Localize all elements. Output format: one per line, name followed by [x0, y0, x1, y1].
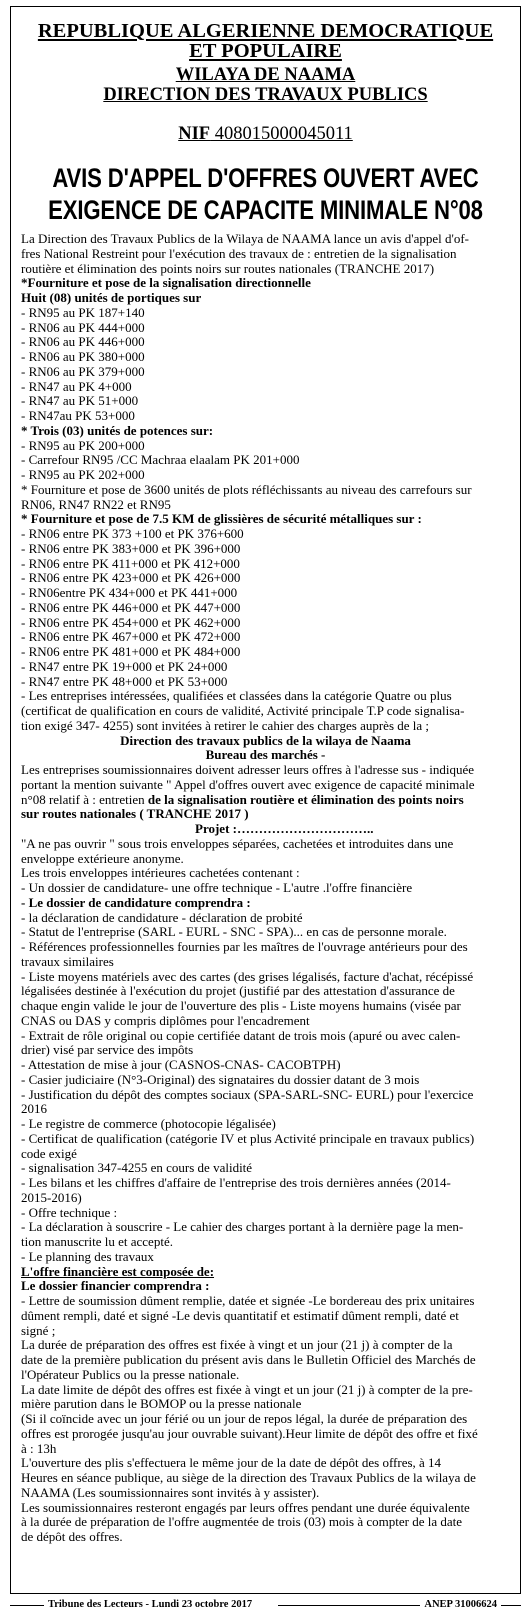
candidature-line: - Offre technique : [21, 1204, 118, 1220]
page-footer [10, 1599, 521, 1613]
list-item: - RN06 au PK 444+000 [21, 319, 145, 335]
financial-line: de dépôt des offres. [21, 1529, 123, 1544]
notice-frame [10, 6, 521, 1594]
financial-line: offres est prorogée jusqu'au jour ouvrable suivant).Heur limite de dépôt des offre et fixé [21, 1425, 478, 1441]
submission-line: - Un dossier de candidature- une offre technique - L'autre .l'offre financière [21, 880, 413, 895]
financial-line: date de la première publication du présent avis dans le Bulletin Officiel des Marchés de [21, 1352, 476, 1367]
candidature-line: - La déclaration à souscrire - Le cahier des charges portant à la dernière page la men- [21, 1219, 464, 1235]
financial-line: (Si il coïncide avec un jour férié ou un jour de repos légal, la durée de préparation des [21, 1411, 468, 1426]
list-item: - RN47 au PK 51+000 [21, 393, 139, 409]
republic-heading-line2: ET POPULAIRE [189, 40, 342, 62]
financial-subheading: Le dossier financier comprendra : [21, 1278, 210, 1294]
list-item: - RN95 au PK 187+140 [21, 304, 145, 320]
financial-line: signé ; [21, 1322, 56, 1338]
candidature-line: - Certificat de qualification (catégorie IV et plus Activité principale en travaux publics) [21, 1130, 475, 1146]
section-heading: *Fourniture et pose de la signalisation directionnelle [21, 275, 311, 291]
list-item: - RN47 entre PK 19+000 et PK 24+000 [21, 658, 228, 674]
candidature-line: - Le planning des travaux [21, 1248, 154, 1264]
candidature-line: tion manuscrite lu et accepté. [21, 1234, 173, 1249]
list-item: - RN06 entre PK 454+000 et PK 462+000 [21, 614, 241, 630]
notice-body [21, 232, 510, 1545]
financial-line: NAAMA (Les soumissionnaires sont invités à y assister). [21, 1484, 320, 1500]
financial-line: Heures en séance publique, au siège de la direction des Travaux Publics de la wilaya de [21, 1470, 476, 1485]
financial-line: L'ouverture des plis s'effectuera le même jour de la date de dépôt des offres, à 14 [21, 1455, 442, 1471]
financial-line: La date limite de dépôt des offres est fixée à vingt et un jour (21 j) à compter de la pre- [21, 1381, 473, 1397]
candidature-line: code exigé [21, 1145, 77, 1161]
eligibility-line: (certificat de qualification en cours de validité, Activité principale T.P code signalisa- [21, 703, 465, 718]
section-heading: * Trois (03) unités de potences sur: [21, 422, 214, 438]
submission-line: Les entreprises soumissionnaires doivent adresser leurs offres à l'adresse sus - indiquée [21, 762, 475, 777]
candidature-line: - la déclaration de candidature - déclaration de probité [21, 909, 303, 925]
list-item: - RN95 au PK 202+000 [21, 467, 145, 482]
candidature-line: - Casier judiciaire (N°3-Original) des signataires du dossier datant de 3 mois [21, 1071, 420, 1087]
direction-address: Direction des travaux publics de la wilaya de Naama [120, 732, 411, 748]
republic-heading-line1: REPUBLIQUE ALGERIENNE DEMOCRATIQUE [37, 20, 494, 42]
footer-reference: ANEP 31006624 [420, 1599, 501, 1610]
submission-line: portant la mention suivante " Appel d'offres ouvert avec exigence de capacité minimale [21, 776, 475, 792]
candidature-line: 2016 [21, 1101, 47, 1117]
financial-line: mière parution dans le BOMOP ou la presse nationale [21, 1396, 302, 1412]
financial-line: à la durée de préparation de l'offre augmentée de trois (03) mois à compter de la date [21, 1514, 463, 1530]
list-item: - RN95 au PK 200+000 [21, 437, 145, 453]
eligibility-line: - Les entreprises intéressées, qualifiées et classées dans la catégorie Quatre ou plus [21, 688, 452, 704]
candidature-line: - Les bilans et les chiffres d'affaire de l'entreprise des trois dernières années (2014- [21, 1175, 451, 1190]
list-item: - RN06 entre PK 467+000 et PK 472+000 [21, 629, 241, 645]
financial-line: à : 13h [21, 1440, 57, 1456]
list-item: - RN06 au PK 380+000 [21, 349, 145, 364]
footer-publication: Tribune des Lecteurs - Lundi 23 octobre 2017 [44, 1599, 256, 1610]
submission-line-start: n°08 relatif à : entretien [21, 791, 148, 807]
direction-heading: DIRECTION DES TRAVAUX PUBLICS [103, 85, 428, 105]
notice-title-line1: AVIS D'APPEL D'OFFRES OUVERT AVEC [52, 163, 479, 193]
candidature-line: - Attestation de mise à jour (CASNOS-CNAS- CACOBTPH) [21, 1057, 341, 1072]
candidature-line: - signalisation 347-4255 en cours de validité [21, 1160, 253, 1176]
projet-line: Projet :………………………….. [195, 821, 374, 836]
candidature-line: travaux similaires [21, 953, 114, 969]
financial-line: Les soumissionnaires resteront engagés par leurs offres pendant une durée équivalente [21, 1499, 470, 1515]
submission-line: sur routes nationales ( TRANCHE 2017 ) [21, 806, 249, 822]
candidature-line: drier) visé par service des impôts [21, 1042, 194, 1058]
financial-line: - Lettre de soumission dûment remplie, datée et signée -Le bordereau des prix unitaires [21, 1293, 475, 1308]
list-item: - RN06 entre PK 446+000 et PK 447+000 [21, 599, 241, 615]
list-item: - RN06 au PK 446+000 [21, 334, 145, 350]
submission-line: "A ne pas ouvrir " sous trois enveloppes séparées, cachetées et introduites dans une [21, 835, 454, 851]
candidature-line: - Liste moyens matériels avec des cartes (des grises légalisés, facture d'achat, récépissé [21, 968, 474, 984]
candidature-line: - Références professionnelles fournies par les maîtres de l'ouvrage antérieurs pour des [21, 939, 468, 954]
nif-line [21, 124, 510, 144]
plots-line: RN06, RN47 RN22 et RN95 [21, 496, 171, 512]
list-item: - RN06 entre PK 373 +100 et PK 376+600 [21, 526, 244, 541]
financial-line: La durée de préparation des offres est fixée à vingt et un jour (21 j) à compter de la [21, 1337, 453, 1353]
wilaya-heading: WILAYA DE NAAMA [175, 65, 356, 85]
candidature-heading: - Le dossier de candidature comprendra : [21, 894, 251, 910]
submission-line: Les trois enveloppes intérieures cachetées contenant : [21, 865, 300, 881]
eligibility-line: tion exigé 347- 4255) sont invitées à retirer le cahier des charges auprès de la ; [21, 717, 430, 733]
candidature-line: chaque engin valide le jour de l'ouverture des plis - Liste moyens humains (visée par [21, 998, 461, 1013]
candidature-line: 2015-2016) [21, 1189, 82, 1205]
candidature-line: CNAS ou DAS y compris diplômes pour l'encadrement [21, 1012, 310, 1028]
financial-line: l'Opérateur Publics ou la presse nationale. [21, 1366, 240, 1382]
submission-line [21, 793, 510, 808]
nif-value: 408015000045011 [210, 123, 353, 144]
intro-line: routière et élimination des points noirs sur routes nationales (TRANCHE 2017) [21, 260, 435, 276]
financial-heading: L'offre financière est composée de: [21, 1263, 215, 1279]
nif-label: NIF [178, 123, 211, 144]
notice-title [32, 162, 499, 226]
list-item: - RN06entre PK 434+000 et PK 441+000 [21, 585, 238, 600]
footer-rule-left [10, 1605, 46, 1606]
list-item: - RN47au PK 53+000 [21, 408, 135, 423]
intro-line: fres National Restreint pour l'exécution des travaux de : entretien de la signalisation [21, 245, 457, 261]
candidature-line: - Extrait de rôle original ou copie certifiée datant de trois mois (apuré ou avec calen- [21, 1027, 461, 1043]
list-item: - RN06 entre PK 481+000 et PK 484+000 [21, 644, 241, 659]
list-item: - RN47 au PK 4+000 [21, 378, 132, 394]
section-heading: * Fourniture et pose de 7.5 KM de glissières de sécurité métalliques sur : [21, 511, 422, 527]
candidature-line: légalisées destinée à l'exécution du projet (justifié par des attestation d'assurance de [21, 983, 455, 999]
section-subheading: Huit (08) unités de portiques sur [21, 290, 202, 305]
list-item: - RN06 entre PK 411+000 et PK 412+000 [21, 555, 240, 571]
candidature-line: - Statut de l'entreprise (SARL - EURL - SNC - SPA)... en cas de personne morale. [21, 924, 447, 940]
candidature-line: - Le registre de commerce (photocopie légalisée) [21, 1116, 276, 1131]
intro-line: La Direction des Travaux Publics de la Wilaya de NAAMA lance un avis d'appel d'of- [21, 231, 469, 246]
list-item: - RN06 au PK 379+000 [21, 363, 145, 379]
candidature-line: - Justification du dépôt des comptes sociaux (SPA-SARL-SNC- EURL) pour l'exercice [21, 1086, 474, 1102]
list-item: - RN06 entre PK 423+000 et PK 426+000 [21, 570, 241, 586]
footer-rule-right [499, 1605, 521, 1606]
footer-rule-middle [278, 1605, 422, 1606]
submission-line-bold: de la signalisation routière et élimination des points noirs [147, 791, 464, 807]
plots-line: * Fourniture et pose de 3600 unités de plots réfléchissants au niveau des carrefours sur [21, 481, 472, 497]
bureau-address: Bureau des marchés - [205, 747, 326, 763]
financial-line: dûment rempli, daté et signé -Le devis quantitatif et estimatif dûment rempli, daté et [21, 1307, 459, 1323]
submission-line: enveloppe extérieure anonyme. [21, 850, 184, 866]
list-item: - RN06 entre PK 383+000 et PK 396+000 [21, 540, 241, 556]
list-item: - Carrefour RN95 /CC Machraa elaalam PK 201+000 [21, 452, 300, 468]
list-item: - RN47 entre PK 48+000 et PK 53+000 [21, 673, 228, 689]
notice-title-line2: EXIGENCE DE CAPACITE MINIMALE N°08 [48, 195, 483, 225]
